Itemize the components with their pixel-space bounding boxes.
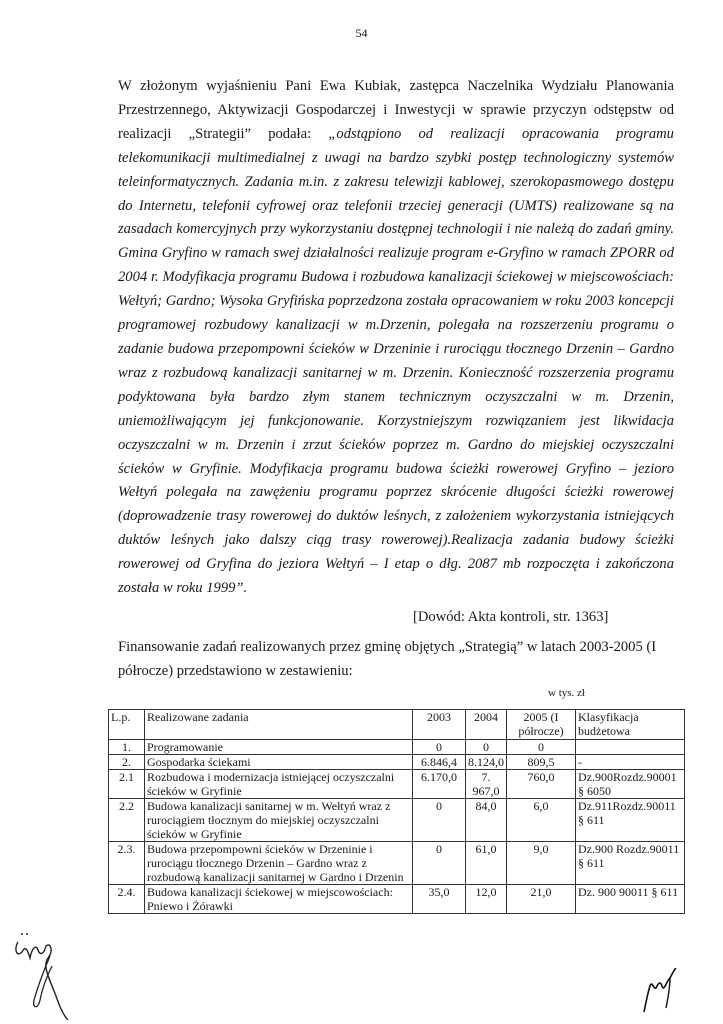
cell-2003: 6.846,4 (413, 755, 466, 770)
header-2004: 2004 (466, 710, 507, 740)
explanation-paragraph (118, 75, 674, 601)
cell-classification: Dz. 900 90011 § 611 (576, 885, 685, 914)
cell-2004: 8.124,0 (466, 755, 507, 770)
table-row (109, 885, 685, 914)
handwritten-initials-left (10, 930, 80, 1020)
cell-2004: 84,0 (466, 799, 507, 842)
header-classification: Klasyfikacja budżetowa (576, 710, 685, 740)
cell-task: Rozbudowa i modernizacja istniejącej oczyszczalni ścieków w Gryfinie (145, 770, 413, 799)
cell-2005: 21,0 (507, 885, 576, 914)
financing-table (108, 709, 685, 914)
table-row (109, 740, 685, 755)
cell-2004: 7. 967,0 (466, 770, 507, 799)
cell-task: Programowanie (145, 740, 413, 755)
cell-classification: - (576, 755, 685, 770)
cell-classification: Dz.911Rozdz.90011 § 611 (576, 799, 685, 842)
cell-classification: Dz.900 Rozdz.90011 § 611 (576, 842, 685, 885)
cell-lp: 2.1 (109, 770, 145, 799)
cell-2005: 809,5 (507, 755, 576, 770)
cell-2003: 0 (413, 740, 466, 755)
evidence-reference: [Dowód: Akta kontroli, str. 1363] (413, 609, 609, 625)
cell-2004: 61,0 (466, 842, 507, 885)
table-row (109, 755, 685, 770)
table-row (109, 799, 685, 842)
cell-lp: 2.2 (109, 799, 145, 842)
handwritten-signature-right (640, 968, 680, 1014)
cell-2004: 0 (466, 740, 507, 755)
cell-classification: Dz.900Rozdz.90001 § 6050 (576, 770, 685, 799)
cell-classification (576, 740, 685, 755)
cell-2003: 6.170,0 (413, 770, 466, 799)
cell-task: Budowa przepompowni ścieków w Drzeninie i rurociągu tłocznego Drzenin – Gardno wraz z rozbudową kanalizacji sanitarnej w Gardno i Drzenin (145, 842, 413, 885)
header-2003: 2003 (413, 710, 466, 740)
header-task: Realizowane zadania (145, 710, 413, 740)
cell-2005: 0 (507, 740, 576, 755)
cell-lp: 2.4. (109, 885, 145, 914)
cell-2003: 0 (413, 842, 466, 885)
cell-2005: 9,0 (507, 842, 576, 885)
page-number: 54 (355, 26, 368, 40)
unit-label: w tys. zł (548, 687, 585, 699)
financing-intro: Finansowanie zadań realizowanych przez gminę objętych „Strategią” w latach 2003-2005 (I półrocze) przedstawiono w zestawieniu: (118, 639, 657, 679)
cell-2003: 35,0 (413, 885, 466, 914)
cell-lp: 2. (109, 755, 145, 770)
header-lp: L.p. (109, 710, 145, 740)
header-2005: 2005 (I półrocze) (507, 710, 576, 740)
cell-lp: 1. (109, 740, 145, 755)
cell-2005: 6,0 (507, 799, 576, 842)
quote-text: „odstąpiono od realizacji opracowania programu telekomunikacji multimedialnej z uwagi na bardzo szybki postęp technologiczny systemów teleinformatycznych. Zadania m.in. z zakresu telewizji kablowej, szerokopasmowego dostępu do Internetu, telefonii cyfrowej oraz telefonii trzeciej generacji (UMTS) realizowane są na zasadach komercyjnych przy wykorzystaniu dostępnej technologii i nie należą do zadań gminy. Gmina Gryfino w ramach swej działalności realizuje program e-Gryfino w ramach ZPORR od 2004 r. Modyfikacja programu Budowa i rozbudowa kanalizacji ściekowej w miejscowościach: Wełtyń; Gardno; Wysoka Gryfińska poprzedzona została opracowaniem w roku 2003 koncepcji programowej rozbudowy kanalizacji w m.Drzenin, polegała na rozszerzeniu programu o zadanie budowa przepompowni ścieków w Drzeninie i rurociągu tłocznego Drzenin – Gardno wraz z rozbudową kanalizacji sanitarnej w m. Drzenin. Konieczność rozszerzenia programu podyktowana była bardzo złym stanem technicznym oczyszczalni w m. Drzenin, uniemożliwającym jej funkcjonowanie. Korzystniejszym rozwiązaniem jest likwidacja oczyszczalni w m. Drzenin i zrzut ścieków poprzez m. Gardno do miejskiej oczyszczalni ścieków w Gryfinie. Modyfikacja programu budowa ścieżki rowerowej Gryfino – jezioro Wełtyń polegała na zawężeniu programu poprzez skrócenie długości ścieżki rowerowej (doprowadzenie trasy rowerowej do duktów leśnych, z założeniem wykorzystania istniejących duktów leśnych jako dalszy ciąg trasy rowerowej).Realizacja zadania budowy ścieżki rowerowej od Gryfina do jeziora Wełtyń – I etap o dłg. 2087 mb rozpoczęta i zakończona została w roku 1999”. (118, 125, 674, 597)
cell-task: Budowa kanalizacji ściekowej w miejscowościach: Pniewo i Żórawki (145, 885, 413, 914)
cell-2005: 760,0 (507, 770, 576, 799)
table-row (109, 842, 685, 885)
table-row (109, 770, 685, 799)
cell-task: Gospodarka ściekami (145, 755, 413, 770)
cell-2004: 12,0 (466, 885, 507, 914)
table-header-row (109, 710, 685, 740)
intro-text: W złożonym wyjaśnieniu Pani Ewa Kubiak, zastępca Naczelnika Wydziału Planowania Przestrzennego, Aktywizacji Gospodarczej i Inwestycji w sprawie przyczyn odstępstw od realizacji „Strategii” podała: (118, 78, 674, 142)
cell-lp: 2.3. (109, 842, 145, 885)
cell-2003: 0 (413, 799, 466, 842)
cell-task: Budowa kanalizacji sanitarnej w m. Wełtyń wraz z rurociągiem tłocznym do miejskiej oczyszczalni ścieków w Gryfinie (145, 799, 413, 842)
